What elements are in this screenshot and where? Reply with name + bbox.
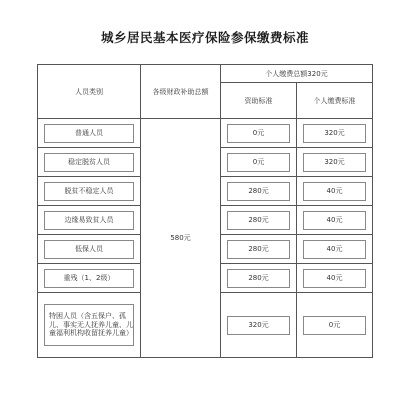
row-assist: 0元 [227, 153, 290, 172]
row-individual: 0元 [303, 316, 366, 335]
page-title: 城乡居民基本医疗保险参保缴费标准 [100, 30, 309, 45]
row-individual: 320元 [303, 153, 366, 172]
row-individual: 40元 [303, 211, 366, 230]
row-category: 稳定脱贫人员 [44, 153, 134, 172]
row-individual: 40元 [303, 269, 366, 288]
header-individual: 个人缴费标准 [297, 83, 373, 119]
row-assist: 280元 [227, 211, 290, 230]
header-personal-total: 个人缴费总额320元 [221, 65, 373, 83]
row-category: 普通人员 [44, 124, 134, 143]
row-individual: 320元 [303, 124, 366, 143]
subsidy-value-cell [141, 119, 221, 358]
row-assist: 280元 [227, 269, 290, 288]
row-assist: 0元 [227, 124, 290, 143]
row-assist: 280元 [227, 182, 290, 201]
header-assist: 资助标准 [221, 83, 297, 119]
row-category: 脱贫不稳定人员 [44, 182, 134, 201]
row-individual: 40元 [303, 182, 366, 201]
row-category: 特困人员（含五保户、孤儿、事实无人抚养儿童、儿童福利机构收留抚养儿童） [44, 304, 134, 346]
header-category: 人员类别 [38, 65, 141, 119]
row-category: 重残（1、2级） [44, 269, 134, 288]
subsidy-value: 580元 [170, 234, 191, 242]
fee-standard-table [37, 64, 373, 358]
row-assist: 280元 [227, 240, 290, 259]
table-row [38, 119, 373, 148]
row-category: 边缘易致贫人员 [44, 211, 134, 230]
header-subsidy: 各级财政补助总额 [141, 65, 221, 119]
row-individual: 40元 [303, 240, 366, 259]
row-category: 低保人员 [44, 240, 134, 259]
row-assist: 320元 [227, 316, 290, 335]
